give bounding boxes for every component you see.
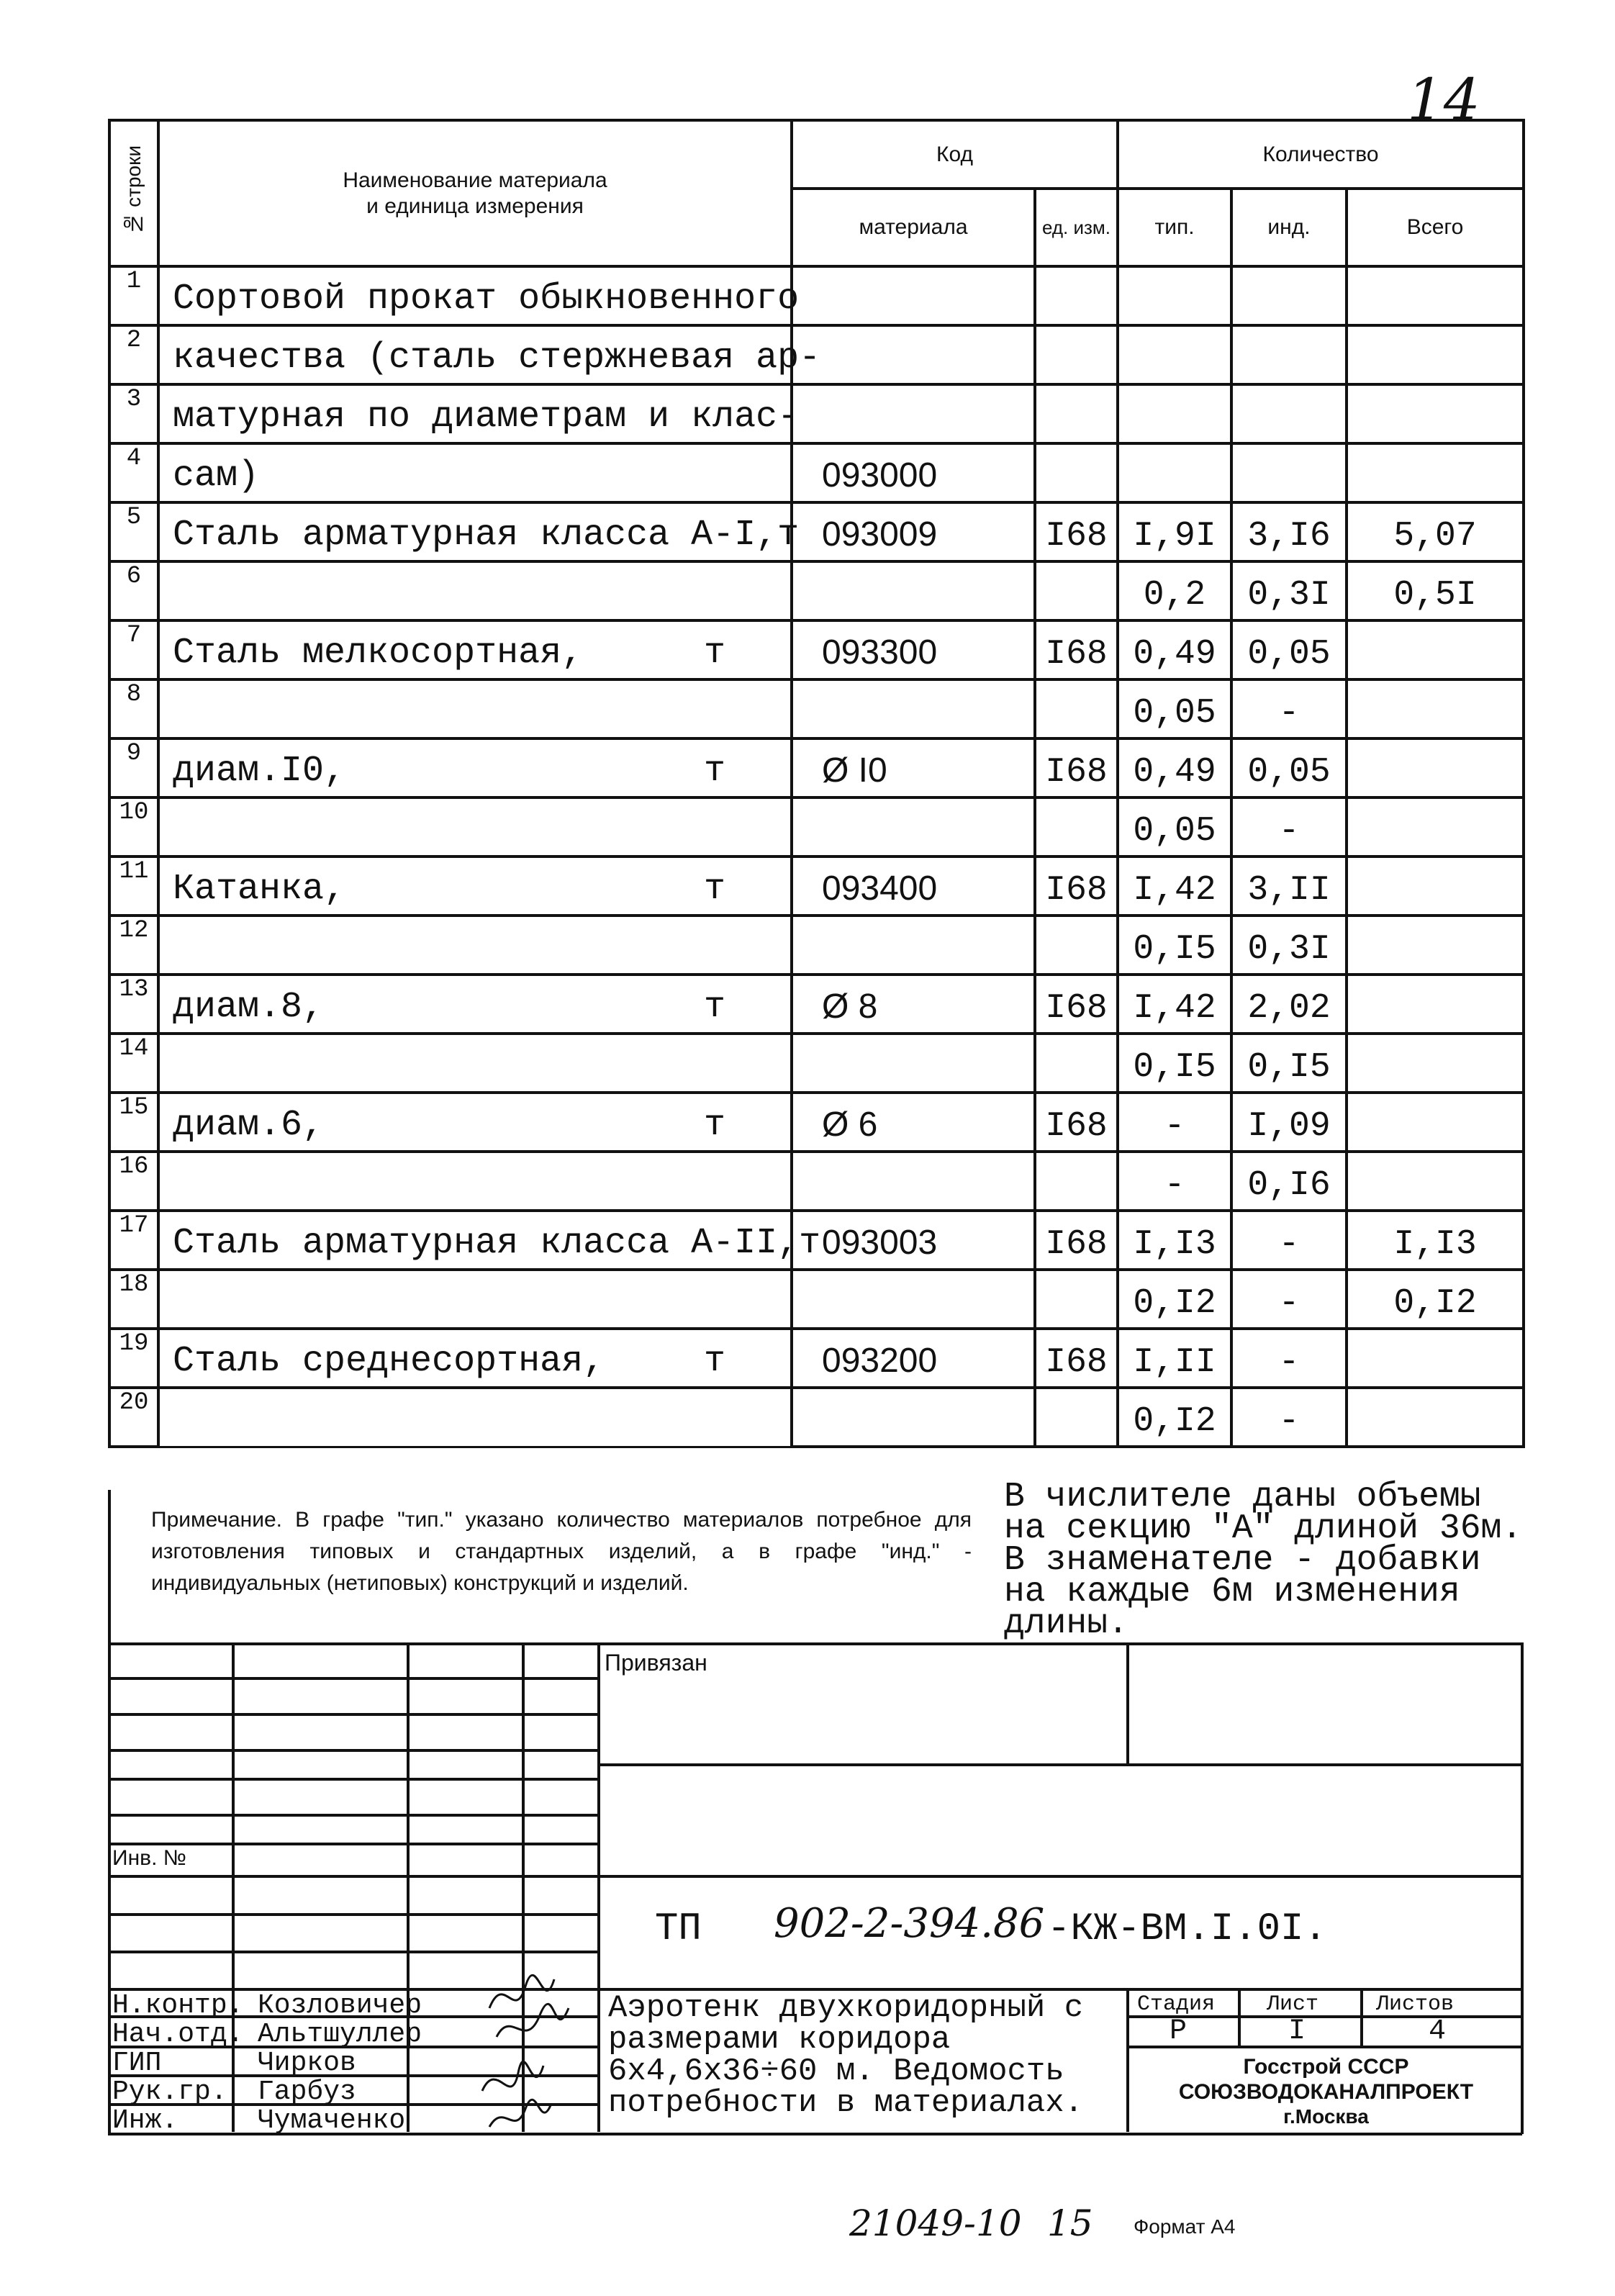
qty-ind: I,09 bbox=[1231, 1093, 1347, 1152]
table-row bbox=[109, 975, 1524, 1034]
row-number: 2 bbox=[109, 325, 158, 384]
material-name: качества (сталь стержневая ар- bbox=[173, 338, 821, 379]
unit-code bbox=[1035, 916, 1118, 975]
material-name-cell bbox=[158, 266, 800, 325]
qty-ind: - bbox=[1231, 1329, 1347, 1388]
material-code bbox=[792, 1388, 1035, 1447]
material-name: диам.6, bbox=[173, 1105, 325, 1146]
table-row bbox=[109, 857, 1524, 916]
unit-code bbox=[1035, 561, 1118, 620]
material-unit bbox=[725, 456, 790, 497]
unit-code: I68 bbox=[1035, 857, 1118, 916]
table-row bbox=[109, 266, 1524, 325]
table-row bbox=[109, 679, 1524, 738]
qty-ind: - bbox=[1231, 1388, 1347, 1447]
qty-total bbox=[1347, 1034, 1524, 1093]
signatures bbox=[475, 1965, 576, 2138]
qty-ind: 0,3I bbox=[1231, 916, 1347, 975]
qty-ind: 0,3I bbox=[1231, 561, 1347, 620]
material-name-cell bbox=[158, 916, 792, 975]
qty-typ: - bbox=[1118, 1093, 1231, 1152]
unit-code: I68 bbox=[1035, 502, 1118, 561]
material-name-cell bbox=[158, 1152, 792, 1211]
qty-total bbox=[1347, 916, 1524, 975]
row-number: 4 bbox=[109, 443, 158, 502]
table-row bbox=[109, 1270, 1524, 1329]
material-code bbox=[792, 1034, 1035, 1093]
table-row bbox=[109, 620, 1524, 679]
qty-typ: 0,05 bbox=[1118, 679, 1231, 738]
row-number: 15 bbox=[109, 1093, 158, 1152]
table-row bbox=[109, 1211, 1524, 1270]
material-code: Ø 6 bbox=[792, 1093, 1035, 1152]
staff-role: ГИП bbox=[112, 2048, 162, 2079]
row-number: 1 bbox=[109, 266, 158, 325]
stage-value: Р bbox=[1170, 2015, 1188, 2048]
material-name: матурная по диаметрам и клас- bbox=[173, 397, 800, 438]
qty-ind: - bbox=[1231, 797, 1347, 857]
material-name: Сталь арматурная класса А-II,т bbox=[173, 1223, 821, 1264]
row-number: 9 bbox=[109, 738, 158, 797]
qty-total: 0,I2 bbox=[1347, 1270, 1524, 1329]
material-name-cell bbox=[158, 1034, 792, 1093]
inventory-number-label: Инв. № bbox=[112, 1846, 186, 1870]
row-number: 17 bbox=[109, 1211, 158, 1270]
material-unit: т bbox=[703, 751, 725, 792]
qty-ind: - bbox=[1231, 679, 1347, 738]
material-code bbox=[792, 916, 1035, 975]
qty-typ bbox=[1118, 384, 1231, 443]
qty-ind bbox=[1231, 443, 1347, 502]
unit-code bbox=[1035, 325, 1118, 384]
qty-total bbox=[1347, 1329, 1524, 1388]
table-row bbox=[109, 443, 1524, 502]
doc-code-number: 902-2-394.86 bbox=[774, 1900, 1045, 1947]
unit-code bbox=[1035, 797, 1118, 857]
material-name: диам.8, bbox=[173, 987, 325, 1028]
qty-ind: 0,I6 bbox=[1231, 1152, 1347, 1211]
material-name: Сталь мелкосортная, bbox=[173, 633, 584, 674]
material-name-cell bbox=[158, 975, 792, 1034]
qty-total: I,I3 bbox=[1347, 1211, 1524, 1270]
row-number: 12 bbox=[109, 916, 158, 975]
qty-typ: 0,I5 bbox=[1118, 916, 1231, 975]
material-code bbox=[792, 679, 1035, 738]
unit-code bbox=[1035, 1270, 1118, 1329]
material-code: 093300 bbox=[792, 620, 1035, 679]
material-code bbox=[792, 1152, 1035, 1211]
unit-code: I68 bbox=[1035, 1093, 1118, 1152]
table-row bbox=[109, 1034, 1524, 1093]
row-number: 6 bbox=[109, 561, 158, 620]
sheets-value: 4 bbox=[1429, 2015, 1447, 2048]
qty-total: 5,07 bbox=[1347, 502, 1524, 561]
material-name-cell bbox=[158, 738, 792, 797]
material-code bbox=[792, 797, 1035, 857]
qty-ind: 0,I5 bbox=[1231, 1034, 1347, 1093]
row-number: 19 bbox=[109, 1329, 158, 1388]
qty-typ: I,I3 bbox=[1118, 1211, 1231, 1270]
sheets-label: Листов bbox=[1376, 1992, 1455, 2017]
qty-total bbox=[1347, 738, 1524, 797]
table-row bbox=[109, 325, 1524, 384]
qty-ind bbox=[1231, 384, 1347, 443]
qty-total: 0,5I bbox=[1347, 561, 1524, 620]
row-number: 20 bbox=[109, 1388, 158, 1447]
unit-code bbox=[1035, 384, 1118, 443]
qty-typ bbox=[1118, 443, 1231, 502]
qty-typ: 0,2 bbox=[1118, 561, 1231, 620]
unit-code bbox=[1035, 1388, 1118, 1447]
material-code bbox=[792, 1270, 1035, 1329]
qty-ind: 3,I6 bbox=[1231, 502, 1347, 561]
doc-code-prefix: ТП bbox=[655, 1907, 702, 1951]
material-unit bbox=[799, 279, 864, 320]
header-qty-total: Всего bbox=[1347, 189, 1524, 266]
qty-total bbox=[1347, 443, 1524, 502]
staff-role: Рук.гр. bbox=[112, 2076, 227, 2107]
material-unit: т bbox=[703, 633, 725, 674]
unit-code: I68 bbox=[1035, 1211, 1118, 1270]
staff-name: Козловичер bbox=[258, 1990, 422, 2021]
qty-total bbox=[1347, 325, 1524, 384]
qty-total bbox=[1347, 679, 1524, 738]
sheet-value: I bbox=[1288, 2015, 1306, 2048]
material-name-cell bbox=[158, 1270, 792, 1329]
table-row bbox=[109, 502, 1524, 561]
materials-table bbox=[108, 119, 1525, 1448]
unit-code bbox=[1035, 1034, 1118, 1093]
qty-ind: 0,05 bbox=[1231, 620, 1347, 679]
qty-total bbox=[1347, 384, 1524, 443]
table-row bbox=[109, 1093, 1524, 1152]
material-name-cell bbox=[158, 1388, 792, 1447]
unit-code bbox=[1035, 679, 1118, 738]
row-number: 13 bbox=[109, 975, 158, 1034]
table-row bbox=[109, 561, 1524, 620]
qty-typ: I,42 bbox=[1118, 975, 1231, 1034]
qty-typ: I,II bbox=[1118, 1329, 1231, 1388]
material-unit: т bbox=[703, 869, 725, 910]
unit-code bbox=[1035, 443, 1118, 502]
material-name-cell bbox=[158, 1211, 821, 1270]
header-code: Код bbox=[792, 120, 1118, 189]
qty-typ: 0,I2 bbox=[1118, 1270, 1231, 1329]
material-name-cell bbox=[158, 443, 792, 502]
header-code-material: материала bbox=[792, 189, 1035, 266]
row-number: 11 bbox=[109, 857, 158, 916]
staff-role: Н.контр. bbox=[112, 1990, 244, 2021]
staff-role: Нач.отд. bbox=[112, 2019, 244, 2050]
material-unit: т bbox=[703, 987, 725, 1028]
material-name-cell bbox=[158, 857, 792, 916]
material-name: сам) bbox=[173, 456, 260, 497]
qty-typ: 0,05 bbox=[1118, 797, 1231, 857]
material-code: 093200 bbox=[792, 1329, 1035, 1388]
material-name-cell bbox=[158, 679, 792, 738]
qty-total bbox=[1347, 1093, 1524, 1152]
material-name-cell bbox=[158, 325, 821, 384]
qty-ind bbox=[1231, 266, 1347, 325]
qty-ind: - bbox=[1231, 1270, 1347, 1329]
qty-typ bbox=[1118, 266, 1231, 325]
qty-typ: - bbox=[1118, 1152, 1231, 1211]
stage-label: Стадия bbox=[1137, 1992, 1216, 2017]
material-unit: т bbox=[703, 1105, 725, 1146]
material-code: Ø 8 bbox=[792, 975, 1035, 1034]
org-line-3: г.Москва bbox=[1283, 2105, 1369, 2128]
qty-ind: 2,02 bbox=[1231, 975, 1347, 1034]
row-number: 10 bbox=[109, 797, 158, 857]
row-number: 16 bbox=[109, 1152, 158, 1211]
material-name: Сортовой прокат обыкновенного bbox=[173, 279, 800, 320]
unit-code bbox=[1035, 1152, 1118, 1211]
staff-name: Альтшуллер bbox=[258, 2019, 422, 2050]
qty-typ: I,42 bbox=[1118, 857, 1231, 916]
material-unit: т bbox=[703, 1341, 725, 1382]
note-numerator-denominator: В числителе даны объемы на секцию "А" длиной 36м. В знаменателе - добавки на каждые 6м изменения длины. bbox=[1004, 1478, 1523, 1643]
material-name: Сталь среднесортная, bbox=[173, 1341, 605, 1382]
qty-total bbox=[1347, 266, 1524, 325]
row-number: 3 bbox=[109, 384, 158, 443]
material-code bbox=[792, 561, 1035, 620]
material-name-cell bbox=[158, 1093, 792, 1152]
material-code: 093400 bbox=[792, 857, 1035, 916]
header-qty-typ: тип. bbox=[1118, 189, 1231, 266]
org-line-1: Госстрой СССР bbox=[1243, 2055, 1409, 2079]
table-row bbox=[109, 1388, 1524, 1447]
qty-typ: I,9I bbox=[1118, 502, 1231, 561]
footer-number: 21049-10 bbox=[849, 2202, 1022, 2244]
qty-total bbox=[1347, 857, 1524, 916]
material-code: Ø I0 bbox=[792, 738, 1035, 797]
format-label: Формат А4 bbox=[1134, 2215, 1236, 2238]
qty-ind: 0,05 bbox=[1231, 738, 1347, 797]
material-unit bbox=[799, 397, 864, 438]
material-code: 093003 bbox=[792, 1211, 1035, 1270]
unit-code: I68 bbox=[1035, 620, 1118, 679]
unit-code: I68 bbox=[1035, 975, 1118, 1034]
footer-number-2: 15 bbox=[1047, 2202, 1093, 2244]
material-name: Сталь арматурная класса А-I,т bbox=[173, 515, 800, 556]
privyazan-label: Привязан bbox=[605, 1650, 707, 1676]
material-unit bbox=[820, 338, 885, 379]
unit-code: I68 bbox=[1035, 1329, 1118, 1388]
document-title: Аэротенк двухкоридорный с размерами коридора 6х4,6х36÷60 м. Ведомость потребности в материалах. bbox=[608, 1990, 1084, 2121]
qty-total bbox=[1347, 797, 1524, 857]
material-code: 093009 bbox=[792, 502, 1035, 561]
qty-typ: 0,I2 bbox=[1118, 1388, 1231, 1447]
material-name-cell bbox=[158, 502, 800, 561]
material-name: Катанка, bbox=[173, 869, 346, 910]
header-row-number: № строки bbox=[109, 120, 158, 266]
sheet-label: Лист bbox=[1267, 1992, 1319, 2017]
header-qty-ind: инд. bbox=[1231, 189, 1347, 266]
page-number: 14 bbox=[1407, 66, 1480, 133]
staff-name: Чумаченко bbox=[258, 2105, 406, 2136]
table-row bbox=[109, 797, 1524, 857]
row-number: 14 bbox=[109, 1034, 158, 1093]
material-code: 093000 bbox=[792, 443, 1035, 502]
row-number: 7 bbox=[109, 620, 158, 679]
staff-name: Гарбуз bbox=[258, 2076, 356, 2107]
header-code-unit: ед. изм. bbox=[1035, 189, 1118, 266]
qty-typ: 0,49 bbox=[1118, 620, 1231, 679]
table-row bbox=[109, 916, 1524, 975]
material-name-cell bbox=[158, 1329, 792, 1388]
row-number: 18 bbox=[109, 1270, 158, 1329]
table-row bbox=[109, 1152, 1524, 1211]
qty-total bbox=[1347, 620, 1524, 679]
qty-typ bbox=[1118, 325, 1231, 384]
qty-ind: - bbox=[1231, 1211, 1347, 1270]
qty-typ: 0,I5 bbox=[1118, 1034, 1231, 1093]
material-name-cell bbox=[158, 384, 800, 443]
qty-total bbox=[1347, 1152, 1524, 1211]
header-material-name: Наименование материала и единица измерения bbox=[158, 120, 792, 266]
unit-code: I68 bbox=[1035, 738, 1118, 797]
qty-total bbox=[1347, 1388, 1524, 1447]
qty-typ: 0,49 bbox=[1118, 738, 1231, 797]
org-line-2: СОЮЗВОДОКАНАЛПРОЕКТ bbox=[1178, 2080, 1474, 2104]
doc-code-suffix: -КЖ-ВМ.I.0I. bbox=[1047, 1907, 1327, 1951]
staff-role: Инж. bbox=[112, 2105, 178, 2136]
material-name-cell bbox=[158, 620, 792, 679]
table-row bbox=[109, 384, 1524, 443]
qty-total bbox=[1347, 975, 1524, 1034]
material-name: диам.I0, bbox=[173, 751, 346, 792]
unit-code bbox=[1035, 266, 1118, 325]
note-text: Примечание. В графе "тип." указано количество материалов потребное для изготовления типовых и стандартных изделий, а в графе "инд." - индивидуальных (нетиповых) конструкций и изделий. bbox=[151, 1508, 972, 1595]
row-number: 8 bbox=[109, 679, 158, 738]
table-row bbox=[109, 738, 1524, 797]
table-row bbox=[109, 1329, 1524, 1388]
material-name-cell bbox=[158, 797, 792, 857]
qty-ind: 3,II bbox=[1231, 857, 1347, 916]
header-quantity: Количество bbox=[1118, 120, 1524, 189]
staff-name: Чирков bbox=[258, 2048, 356, 2079]
material-name-cell bbox=[158, 561, 792, 620]
row-number: 5 bbox=[109, 502, 158, 561]
qty-ind bbox=[1231, 325, 1347, 384]
